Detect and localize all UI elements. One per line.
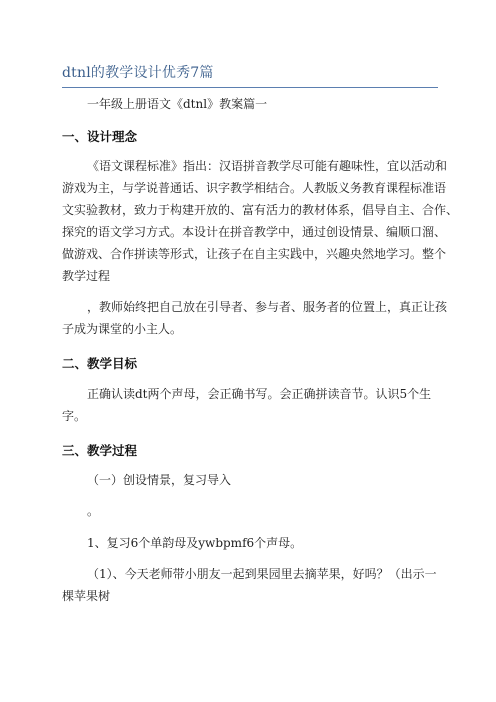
paragraph-line: 子成为课堂的小主人。	[62, 322, 183, 336]
paragraph-line: 做游戏、合作拼读等形式，让孩子在自主实践中，兴趣央然地学习。整个	[62, 247, 447, 261]
paragraph-line: （1）、今天老师带小朋友一起到果园里去摘苹果，好吗？（出示一	[87, 567, 437, 581]
paragraph-line: 正确认读dt两个声母，会正确书写。会正确拼读音节。认识5个生	[87, 387, 432, 401]
paragraph-line: 文实验教材，致力于构建开放的、富有活力的教材体系，倡导自主、合作、	[62, 203, 459, 217]
paragraph-line: 教学过程	[62, 269, 111, 283]
paragraph-line: ，教师始终把自己放在引导者、参与者、服务者的位置上，真正让孩	[87, 300, 448, 314]
document-subtitle: 一年级上册语文《dtnl》教案篇一	[87, 97, 268, 111]
paragraph-line: 。	[87, 504, 100, 518]
section-heading-teaching-process: 三、教学过程	[62, 443, 138, 458]
paragraph-line: （一）创设情景，复习导入	[87, 473, 232, 487]
document-title: dtnl的教学设计优秀7篇	[62, 62, 438, 88]
paragraph-line: 游戏为主，与学说普通话、识字教学相结合。人教版义务教育课程标准语	[62, 181, 447, 195]
paragraph-line: 字。	[62, 409, 87, 423]
paragraph-line: 棵苹果树	[62, 589, 111, 603]
section-heading-teaching-goals: 二、教学目标	[62, 356, 138, 371]
paragraph-line: 《语文课程标准》指出：汉语拼音教学尽可能有趣味性，宜以活动和	[87, 159, 448, 173]
section-heading-design-concept: 一、设计理念	[62, 129, 138, 144]
paragraph-line: 1、复习6个单韵母及ywbpmf6个声母。	[87, 536, 303, 550]
paragraph-line: 探究的语文学习方式。本设计在拼音教学中，通过创设情景、编顺口溜、	[62, 225, 447, 239]
